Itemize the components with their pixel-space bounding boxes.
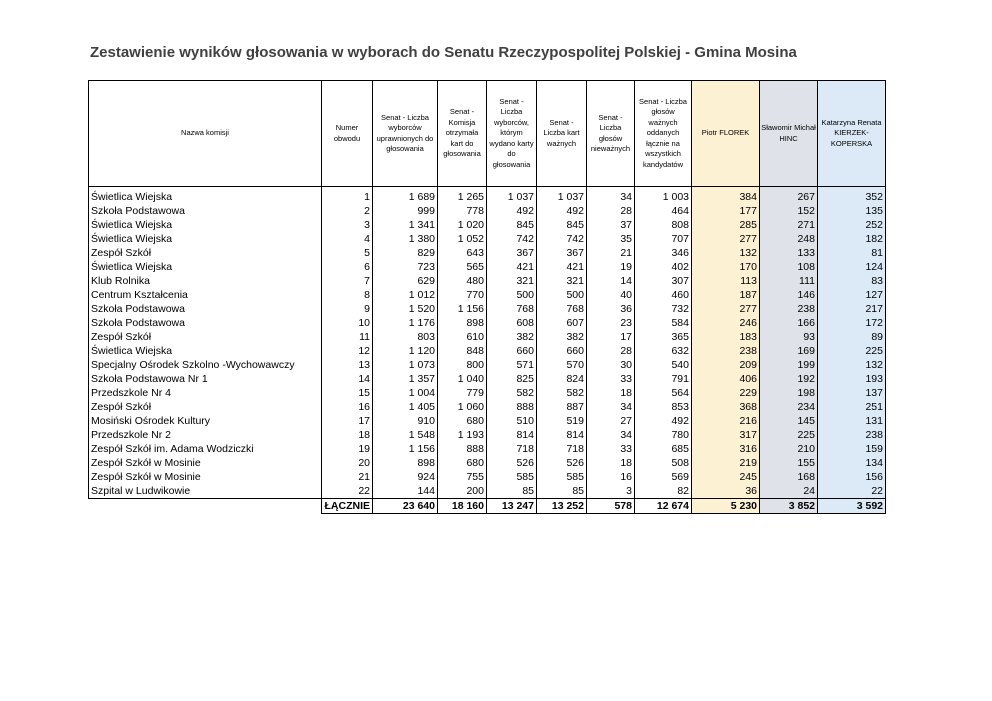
- value-cell: 245: [692, 470, 760, 484]
- table-row: [89, 456, 886, 470]
- value-cell: 7: [322, 274, 373, 288]
- value-cell: 718: [537, 442, 587, 456]
- value-cell: 34: [587, 400, 635, 414]
- value-cell: 23: [587, 316, 635, 330]
- value-cell: 10: [322, 316, 373, 330]
- commission-name-cell: Świetlica Wiejska: [89, 232, 322, 246]
- value-cell: 365: [635, 330, 692, 344]
- value-cell: 608: [487, 316, 537, 330]
- value-cell: 732: [635, 302, 692, 316]
- value-cell: 34: [587, 428, 635, 442]
- value-cell: 768: [487, 302, 537, 316]
- value-cell: 17: [587, 330, 635, 344]
- header-row: [89, 81, 886, 187]
- table-row: [89, 470, 886, 484]
- value-cell: 707: [635, 232, 692, 246]
- value-cell: 12: [322, 344, 373, 358]
- value-cell: 500: [537, 288, 587, 302]
- value-cell: 132: [818, 358, 886, 372]
- value-cell: 19: [587, 260, 635, 274]
- value-cell: 24: [760, 484, 818, 499]
- value-cell: 643: [438, 246, 487, 260]
- value-cell: 382: [537, 330, 587, 344]
- value-cell: 825: [487, 372, 537, 386]
- value-cell: 199: [760, 358, 818, 372]
- value-cell: 1 689: [373, 190, 438, 204]
- value-cell: 421: [487, 260, 537, 274]
- value-cell: 845: [487, 218, 537, 232]
- value-cell: 83: [818, 274, 886, 288]
- value-cell: 887: [537, 400, 587, 414]
- value-cell: 755: [438, 470, 487, 484]
- value-cell: 508: [635, 456, 692, 470]
- results-table: [88, 80, 886, 514]
- value-cell: 742: [487, 232, 537, 246]
- value-cell: 18: [322, 428, 373, 442]
- value-cell: 1 156: [373, 442, 438, 456]
- value-cell: 770: [438, 288, 487, 302]
- value-cell: 229: [692, 386, 760, 400]
- value-cell: 133: [760, 246, 818, 260]
- value-cell: 22: [818, 484, 886, 499]
- value-cell: 924: [373, 470, 438, 484]
- commission-name-cell: Szkoła Podstawowa: [89, 302, 322, 316]
- value-cell: 421: [537, 260, 587, 274]
- header-cell: Senat - Liczba wyborców uprawnionych do głosowania: [373, 81, 438, 187]
- value-cell: 1 380: [373, 232, 438, 246]
- value-cell: 27: [587, 414, 635, 428]
- value-cell: 172: [818, 316, 886, 330]
- value-cell: 317: [692, 428, 760, 442]
- total-cell: 23 640: [373, 499, 438, 514]
- value-cell: 853: [635, 400, 692, 414]
- value-cell: 368: [692, 400, 760, 414]
- header-cell: Senat - Liczba wyborców, którym wydano karty do głosowania: [487, 81, 537, 187]
- value-cell: 540: [635, 358, 692, 372]
- total-cell: 18 160: [438, 499, 487, 514]
- value-cell: 569: [635, 470, 692, 484]
- header-cell: Senat - Liczba głosów nieważnych: [587, 81, 635, 187]
- value-cell: 582: [487, 386, 537, 400]
- value-cell: 814: [487, 428, 537, 442]
- value-cell: 571: [487, 358, 537, 372]
- value-cell: 177: [692, 204, 760, 218]
- value-cell: 137: [818, 386, 886, 400]
- table-row: [89, 344, 886, 358]
- value-cell: 216: [692, 414, 760, 428]
- value-cell: 780: [635, 428, 692, 442]
- value-cell: 251: [818, 400, 886, 414]
- header-cell-florek: Piotr FLOREK: [692, 81, 760, 187]
- value-cell: 93: [760, 330, 818, 344]
- total-cell: 13 247: [487, 499, 537, 514]
- total-empty-cell: [89, 499, 322, 514]
- value-cell: 156: [818, 470, 886, 484]
- value-cell: 182: [818, 232, 886, 246]
- table-row: [89, 288, 886, 302]
- header-cell: Senat - Komisja otrzymała kart do głosowania: [438, 81, 487, 187]
- value-cell: 16: [322, 400, 373, 414]
- value-cell: 85: [487, 484, 537, 499]
- value-cell: 492: [635, 414, 692, 428]
- commission-name-cell: Świetlica Wiejska: [89, 190, 322, 204]
- value-cell: 145: [760, 414, 818, 428]
- table-row: [89, 386, 886, 400]
- total-cell: 13 252: [537, 499, 587, 514]
- value-cell: 20: [322, 456, 373, 470]
- commission-name-cell: Szkoła Podstawowa Nr 1: [89, 372, 322, 386]
- value-cell: 1 040: [438, 372, 487, 386]
- commission-name-cell: Przedszkole Nr 2: [89, 428, 322, 442]
- value-cell: 1 156: [438, 302, 487, 316]
- value-cell: 8: [322, 288, 373, 302]
- value-cell: 193: [818, 372, 886, 386]
- commission-name-cell: Mosiński Ośrodek Kultury: [89, 414, 322, 428]
- value-cell: 15: [322, 386, 373, 400]
- total-cell-hinc: 3 852: [760, 499, 818, 514]
- commission-name-cell: Zespół Szkół: [89, 400, 322, 414]
- total-row: [89, 499, 886, 514]
- value-cell: 11: [322, 330, 373, 344]
- value-cell: 629: [373, 274, 438, 288]
- value-cell: 152: [760, 204, 818, 218]
- header-cell: Numer obwodu: [322, 81, 373, 187]
- table-row: [89, 316, 886, 330]
- table-row: [89, 442, 886, 456]
- value-cell: 803: [373, 330, 438, 344]
- value-cell: 170: [692, 260, 760, 274]
- table-row: [89, 302, 886, 316]
- commission-name-cell: Przedszkole Nr 4: [89, 386, 322, 400]
- value-cell: 132: [692, 246, 760, 260]
- value-cell: 898: [438, 316, 487, 330]
- value-cell: 382: [487, 330, 537, 344]
- value-cell: 888: [438, 442, 487, 456]
- value-cell: 135: [818, 204, 886, 218]
- value-cell: 585: [537, 470, 587, 484]
- value-cell: 30: [587, 358, 635, 372]
- value-cell: 402: [635, 260, 692, 274]
- value-cell: 779: [438, 386, 487, 400]
- total-cell: 12 674: [635, 499, 692, 514]
- commission-name-cell: Klub Rolnika: [89, 274, 322, 288]
- value-cell: 34: [587, 190, 635, 204]
- value-cell: 28: [587, 344, 635, 358]
- value-cell: 89: [818, 330, 886, 344]
- value-cell: 85: [537, 484, 587, 499]
- value-cell: 21: [587, 246, 635, 260]
- value-cell: 384: [692, 190, 760, 204]
- header-cell-hinc: Sławomir Michał HINC: [760, 81, 818, 187]
- value-cell: 1 020: [438, 218, 487, 232]
- value-cell: 814: [537, 428, 587, 442]
- value-cell: 271: [760, 218, 818, 232]
- value-cell: 824: [537, 372, 587, 386]
- value-cell: 3: [322, 218, 373, 232]
- value-cell: 845: [537, 218, 587, 232]
- value-cell: 113: [692, 274, 760, 288]
- commission-name-cell: Szkoła Podstawowa: [89, 316, 322, 330]
- value-cell: 1 037: [487, 190, 537, 204]
- value-cell: 2: [322, 204, 373, 218]
- value-cell: 159: [818, 442, 886, 456]
- value-cell: 1 052: [438, 232, 487, 246]
- table-row: [89, 428, 886, 442]
- value-cell: 829: [373, 246, 438, 260]
- value-cell: 146: [760, 288, 818, 302]
- value-cell: 999: [373, 204, 438, 218]
- value-cell: 1: [322, 190, 373, 204]
- value-cell: 37: [587, 218, 635, 232]
- value-cell: 33: [587, 372, 635, 386]
- total-cell-florek: 5 230: [692, 499, 760, 514]
- value-cell: 168: [760, 470, 818, 484]
- value-cell: 36: [587, 302, 635, 316]
- value-cell: 367: [487, 246, 537, 260]
- value-cell: 492: [537, 204, 587, 218]
- value-cell: 570: [537, 358, 587, 372]
- value-cell: 723: [373, 260, 438, 274]
- table-row: [89, 218, 886, 232]
- value-cell: 346: [635, 246, 692, 260]
- value-cell: 680: [438, 456, 487, 470]
- value-cell: 187: [692, 288, 760, 302]
- value-cell: 6: [322, 260, 373, 274]
- value-cell: 564: [635, 386, 692, 400]
- total-cell-kierzek: 3 592: [818, 499, 886, 514]
- value-cell: 36: [692, 484, 760, 499]
- commission-name-cell: Zespół Szkół w Mosinie: [89, 470, 322, 484]
- value-cell: 198: [760, 386, 818, 400]
- value-cell: 1 193: [438, 428, 487, 442]
- value-cell: 1 341: [373, 218, 438, 232]
- value-cell: 610: [438, 330, 487, 344]
- value-cell: 124: [818, 260, 886, 274]
- value-cell: 144: [373, 484, 438, 499]
- table-row: [89, 260, 886, 274]
- value-cell: 209: [692, 358, 760, 372]
- value-cell: 685: [635, 442, 692, 456]
- commission-name-cell: Zespół Szkół: [89, 330, 322, 344]
- value-cell: 252: [818, 218, 886, 232]
- value-cell: 33: [587, 442, 635, 456]
- value-cell: 791: [635, 372, 692, 386]
- value-cell: 155: [760, 456, 818, 470]
- value-cell: 16: [587, 470, 635, 484]
- commission-name-cell: Szkoła Podstawowa: [89, 204, 322, 218]
- value-cell: 234: [760, 400, 818, 414]
- page-title: Zestawienie wyników głosowania w wyborach do Senatu Rzeczypospolitej Polskiej - Gmina Mosina: [90, 44, 797, 61]
- table-row: [89, 484, 886, 499]
- value-cell: 200: [438, 484, 487, 499]
- value-cell: 5: [322, 246, 373, 260]
- value-cell: 183: [692, 330, 760, 344]
- commission-name-cell: Świetlica Wiejska: [89, 218, 322, 232]
- value-cell: 40: [587, 288, 635, 302]
- value-cell: 219: [692, 456, 760, 470]
- value-cell: 238: [818, 428, 886, 442]
- value-cell: 225: [818, 344, 886, 358]
- value-cell: 1 176: [373, 316, 438, 330]
- table-row: [89, 274, 886, 288]
- value-cell: 277: [692, 232, 760, 246]
- value-cell: 238: [692, 344, 760, 358]
- value-cell: 169: [760, 344, 818, 358]
- value-cell: 18: [587, 456, 635, 470]
- value-cell: 660: [537, 344, 587, 358]
- commission-name-cell: Centrum Kształcenia: [89, 288, 322, 302]
- value-cell: 768: [537, 302, 587, 316]
- table-row: [89, 330, 886, 344]
- results-body: [89, 190, 886, 499]
- value-cell: 9: [322, 302, 373, 316]
- value-cell: 632: [635, 344, 692, 358]
- value-cell: 1 003: [635, 190, 692, 204]
- header-cell-kierzek: Katarzyna Renata KIERZEK-KOPERSKA: [818, 81, 886, 187]
- value-cell: 277: [692, 302, 760, 316]
- value-cell: 28: [587, 204, 635, 218]
- value-cell: 225: [760, 428, 818, 442]
- value-cell: 285: [692, 218, 760, 232]
- value-cell: 910: [373, 414, 438, 428]
- value-cell: 808: [635, 218, 692, 232]
- value-cell: 778: [438, 204, 487, 218]
- value-cell: 406: [692, 372, 760, 386]
- commission-name-cell: Zespół Szkół im. Adama Wodziczki: [89, 442, 322, 456]
- total-cell: 578: [587, 499, 635, 514]
- commission-name-cell: Specjalny Ośrodek Szkolno -Wychowawczy: [89, 358, 322, 372]
- value-cell: 660: [487, 344, 537, 358]
- value-cell: 1 012: [373, 288, 438, 302]
- value-cell: 210: [760, 442, 818, 456]
- value-cell: 607: [537, 316, 587, 330]
- value-cell: 584: [635, 316, 692, 330]
- table-row: [89, 232, 886, 246]
- value-cell: 1 004: [373, 386, 438, 400]
- value-cell: 127: [818, 288, 886, 302]
- value-cell: 4: [322, 232, 373, 246]
- value-cell: 1 073: [373, 358, 438, 372]
- value-cell: 848: [438, 344, 487, 358]
- commission-name-cell: Zespół Szkół: [89, 246, 322, 260]
- value-cell: 82: [635, 484, 692, 499]
- header-cell: Senat - Liczba kart ważnych: [537, 81, 587, 187]
- value-cell: 14: [587, 274, 635, 288]
- value-cell: 526: [537, 456, 587, 470]
- table-row: [89, 400, 886, 414]
- value-cell: 192: [760, 372, 818, 386]
- value-cell: 367: [537, 246, 587, 260]
- value-cell: 718: [487, 442, 537, 456]
- value-cell: 246: [692, 316, 760, 330]
- value-cell: 582: [537, 386, 587, 400]
- table-row: [89, 246, 886, 260]
- header-cell: Senat - Liczba głosów ważnych oddanych łącznie na wszystkich kandydatów: [635, 81, 692, 187]
- value-cell: 19: [322, 442, 373, 456]
- value-cell: 1 120: [373, 344, 438, 358]
- value-cell: 680: [438, 414, 487, 428]
- commission-name-cell: Zespół Szkół w Mosinie: [89, 456, 322, 470]
- value-cell: 14: [322, 372, 373, 386]
- value-cell: 742: [537, 232, 587, 246]
- table-row: [89, 372, 886, 386]
- value-cell: 134: [818, 456, 886, 470]
- value-cell: 17: [322, 414, 373, 428]
- value-cell: 248: [760, 232, 818, 246]
- value-cell: 519: [537, 414, 587, 428]
- value-cell: 238: [760, 302, 818, 316]
- value-cell: 460: [635, 288, 692, 302]
- total-label: ŁĄCZNIE: [322, 499, 373, 514]
- value-cell: 267: [760, 190, 818, 204]
- value-cell: 21: [322, 470, 373, 484]
- value-cell: 18: [587, 386, 635, 400]
- table-row: [89, 190, 886, 204]
- value-cell: 510: [487, 414, 537, 428]
- value-cell: 1 037: [537, 190, 587, 204]
- value-cell: 464: [635, 204, 692, 218]
- table-row: [89, 414, 886, 428]
- value-cell: 35: [587, 232, 635, 246]
- value-cell: 480: [438, 274, 487, 288]
- value-cell: 81: [818, 246, 886, 260]
- value-cell: 500: [487, 288, 537, 302]
- value-cell: 3: [587, 484, 635, 499]
- value-cell: 1 060: [438, 400, 487, 414]
- value-cell: 1 265: [438, 190, 487, 204]
- value-cell: 321: [537, 274, 587, 288]
- value-cell: 1 405: [373, 400, 438, 414]
- value-cell: 217: [818, 302, 886, 316]
- value-cell: 1 357: [373, 372, 438, 386]
- value-cell: 1 548: [373, 428, 438, 442]
- value-cell: 321: [487, 274, 537, 288]
- value-cell: 316: [692, 442, 760, 456]
- value-cell: 352: [818, 190, 886, 204]
- value-cell: 492: [487, 204, 537, 218]
- commission-name-cell: Szpital w Ludwikowie: [89, 484, 322, 499]
- value-cell: 111: [760, 274, 818, 288]
- value-cell: 22: [322, 484, 373, 499]
- value-cell: 585: [487, 470, 537, 484]
- value-cell: 526: [487, 456, 537, 470]
- table-row: [89, 358, 886, 372]
- value-cell: 307: [635, 274, 692, 288]
- commission-name-cell: Świetlica Wiejska: [89, 344, 322, 358]
- commission-name-cell: Świetlica Wiejska: [89, 260, 322, 274]
- header-cell: Nazwa komisji: [89, 81, 322, 187]
- value-cell: 131: [818, 414, 886, 428]
- value-cell: 888: [487, 400, 537, 414]
- value-cell: 166: [760, 316, 818, 330]
- value-cell: 565: [438, 260, 487, 274]
- value-cell: 1 520: [373, 302, 438, 316]
- value-cell: 108: [760, 260, 818, 274]
- value-cell: 800: [438, 358, 487, 372]
- value-cell: 898: [373, 456, 438, 470]
- table-row: [89, 204, 886, 218]
- value-cell: 13: [322, 358, 373, 372]
